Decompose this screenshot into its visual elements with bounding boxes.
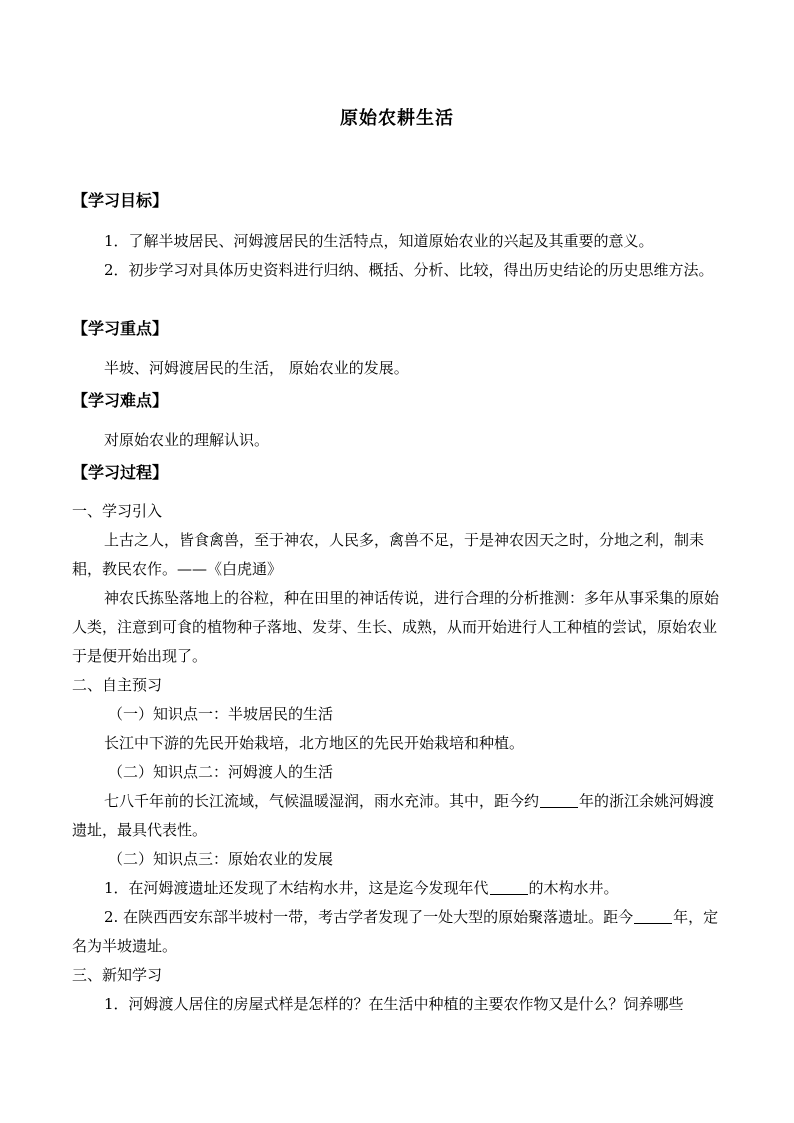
difficulty-body [72, 426, 722, 455]
knowledge-3-item-2 [72, 903, 722, 961]
knowledge-3-item-2-a: 2. 在陕西西安东部半坡村一带，考古学者发现了一处大型的原始聚落遗址。距今 [104, 908, 634, 926]
goals-list [72, 227, 722, 285]
part3-heading: 三、新知学习 [72, 966, 163, 984]
question-1: 1．河姆渡人居住的房屋式样是怎样的？在生活中种植的主要农作物又是什么？饲养哪些 [104, 995, 684, 1013]
process-section [72, 458, 722, 487]
knowledge-2-heading: （二）知识点二：河姆渡人的生活 [108, 763, 334, 781]
knowledge-3-heading: （二）知识点三：原始农业的发展 [108, 850, 334, 868]
fill-blank[interactable] [540, 792, 578, 808]
part2-heading: 二、自主预习 [72, 676, 163, 694]
knowledge-2-text-a: 七八千年前的长江流域，气候温暖湿润，雨水充沛。其中，距今约 [104, 792, 540, 810]
goals-heading: 【学习目标】 [72, 191, 169, 210]
difficulty-text: 对原始农业的理解认识。 [104, 431, 270, 449]
goal-item-1: 1．了解半坡居民、河姆渡居民的生活特点，知道原始农业的兴起及其重要的意义。 [104, 232, 654, 250]
knowledge-3-item-2-b: 年，定名为半坡遗址。 [72, 908, 719, 955]
difficulty-heading: 【学习难点】 [72, 391, 169, 410]
knowledge-2-text [72, 787, 722, 845]
fill-blank[interactable] [634, 908, 672, 924]
knowledge-1-text: 长江中下游的先民开始栽培，北方地区的先民开始栽培和种植。 [104, 734, 525, 752]
knowledge-3-item-1-b: 的木构水井。 [528, 879, 619, 897]
part1-heading: 一、学习引入 [72, 502, 163, 520]
process-body [72, 497, 722, 1019]
focus-body [72, 354, 722, 383]
focus-text: 半坡、河姆渡居民的生活， 原始农业的发展。 [104, 359, 409, 377]
focus-section [72, 314, 722, 343]
knowledge-1-heading: （一）知识点一：半坡居民的生活 [108, 705, 334, 723]
process-heading: 【学习过程】 [72, 463, 169, 482]
goals-section [72, 186, 722, 215]
knowledge-3-item-1-a: 1．在河姆渡遗址还发现了木结构水井，这是迄今发现年代 [104, 879, 489, 897]
focus-heading: 【学习重点】 [72, 319, 169, 338]
fill-blank[interactable] [490, 879, 528, 895]
intro-quote: 上古之人，皆食禽兽，至于神农，人民多，禽兽不足，于是神农因天之时，分地之利，制耒耜，教民农作。——《白虎通》 [72, 531, 705, 578]
knowledge-2-text-b: 年的浙江余姚河姆渡遗址，最具代表性。 [72, 792, 715, 839]
knowledge-3-item-1 [72, 874, 722, 903]
difficulty-section [72, 386, 722, 415]
document-title: 原始农耕生活 [340, 108, 454, 129]
intro-paragraph: 神农氏拣坠落地上的谷粒，种在田里的神话传说，进行合理的分析推测：多年从事采集的原始人类，注意到可食的植物种子落地、发芽、生长、成熟，从而开始进行人工种植的尝试，原始农业于是便开始出现了。 [72, 589, 720, 665]
goal-item-2: 2．初步学习对具体历史资料进行归纳、概括、分析、比较，得出历史结论的历史思维方法。 [104, 261, 714, 279]
